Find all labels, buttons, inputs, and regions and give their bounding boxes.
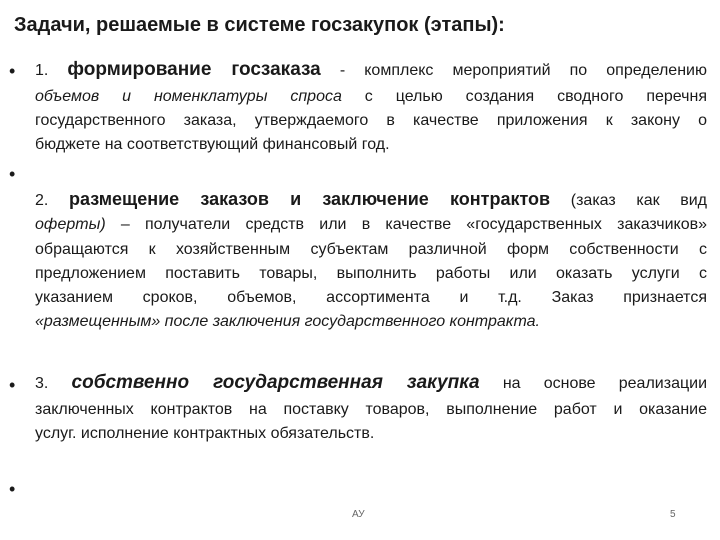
bullet-dot: •	[9, 61, 16, 81]
item2-line1-rest: (заказ как вид	[570, 192, 708, 209]
item1-line4: бюджете на соответствующий финансовый год.	[35, 136, 390, 153]
item2-line3: обращаются к хозяйственным субъектам различной форм собственности с	[35, 241, 707, 258]
item2-line2-rest: – получатели средств или в качестве «государственных заказчиков»	[120, 216, 707, 233]
bullet-dot: •	[9, 479, 16, 499]
item3-num: 3.	[35, 375, 49, 392]
item3-line1-rest: на основе реализации	[502, 375, 707, 392]
item3-line1	[35, 373, 707, 394]
item1-line1-rest: комплекс мероприятий по определению	[364, 62, 707, 79]
item2-line4: предложением поставить товары, выполнить работы или оказать услуги с	[35, 265, 707, 282]
item1-num: 1.	[35, 62, 49, 79]
item1-line2	[35, 87, 707, 107]
item1-line2-rest: с целью создания сводного перечня	[364, 88, 707, 105]
item1-line1	[35, 60, 707, 81]
bullet-dot: •	[9, 375, 16, 395]
item2-heading: размещение заказов и заключение контрактов	[68, 189, 551, 209]
footer-author: АУ	[352, 509, 365, 520]
item2-line1	[35, 189, 707, 211]
item1-dash: -	[339, 62, 346, 79]
item2-line2	[35, 215, 707, 235]
item2-line5: указанием сроков, объемов, ассортимента и т.д. Заказ признается	[35, 289, 707, 306]
item1-line3: государственного заказа, утверждаемого в качестве приложения к закону о	[35, 112, 707, 129]
item2-num: 2.	[35, 192, 49, 209]
item3-line3: услуг. исполнение контрактных обязательств.	[35, 425, 375, 442]
item1-heading: формирование госзаказа	[67, 59, 321, 80]
slide-title: Задачи, решаемые в системе госзакупок (этапы):	[14, 14, 505, 36]
bullet-dot: •	[9, 164, 16, 184]
item3-line2: заключенных контрактов на поставку товаров, выполнение работ и оказание	[35, 401, 707, 418]
item3-heading: собственно государственная закупка	[71, 372, 480, 393]
item2-line6: «размещенным» после заключения государственного контракта.	[35, 313, 540, 330]
item2-line2-italic: оферты)	[35, 216, 106, 233]
item1-line2-italic: объемов и номенклатуры спроса	[35, 88, 342, 105]
page-number: 5	[670, 509, 676, 520]
